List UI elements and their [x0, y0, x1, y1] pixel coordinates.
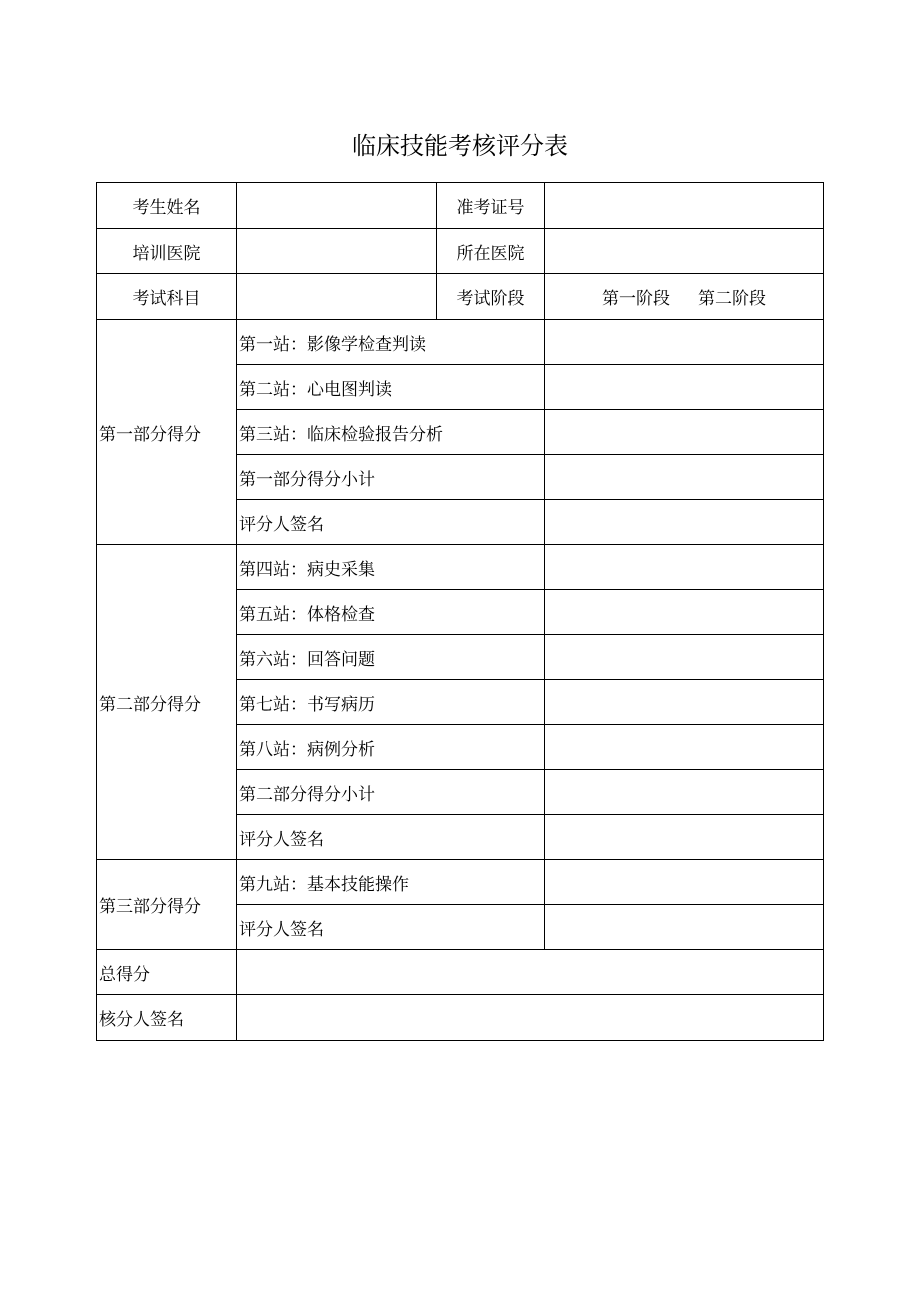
part1-score-field[interactable] [545, 365, 824, 410]
part1-score-field[interactable] [545, 410, 824, 455]
part2-item-label: 第六站：回答问题 [237, 635, 545, 680]
total-label: 总得分 [97, 950, 237, 995]
part1-subtotal-field[interactable] [545, 455, 824, 500]
table-row [97, 950, 824, 995]
part2-score-field[interactable] [545, 545, 824, 590]
part1-item-label: 第二站：心电图判读 [237, 365, 545, 410]
stage-option-2[interactable]: 第二阶段 [698, 289, 766, 309]
part3-item-label: 第九站：基本技能操作 [237, 860, 545, 905]
part2-item-label: 第八站：病例分析 [237, 725, 545, 770]
part1-subtotal-label: 第一部分得分小计 [237, 455, 545, 500]
part2-item-label: 第七站：书写病历 [237, 680, 545, 725]
part2-score-field[interactable] [545, 680, 824, 725]
current-hospital-label: 所在医院 [437, 229, 545, 274]
training-hospital-label: 培训医院 [97, 229, 237, 274]
subject-label: 考试科目 [97, 274, 237, 320]
table-row [97, 995, 824, 1041]
stage-options [545, 274, 824, 320]
id-label: 准考证号 [437, 183, 545, 229]
training-hospital-field[interactable] [237, 229, 437, 274]
part3-signature-field[interactable] [545, 905, 824, 950]
stage-option-1[interactable]: 第一阶段 [602, 289, 670, 309]
table-row [97, 183, 824, 229]
checker-signature-field[interactable] [237, 995, 824, 1041]
part1-score-field[interactable] [545, 320, 824, 365]
stage-label: 考试阶段 [437, 274, 545, 320]
page-title: 临床技能考核评分表 [352, 132, 568, 160]
table-row [97, 545, 824, 590]
part1-item-label: 第一站：影像学检查判读 [237, 320, 545, 365]
part2-label: 第二部分得分 [97, 545, 237, 860]
part3-label: 第三部分得分 [97, 860, 237, 950]
part3-score-field[interactable] [545, 860, 824, 905]
part1-item-label: 第三站：临床检验报告分析 [237, 410, 545, 455]
part3-signature-label: 评分人签名 [237, 905, 545, 950]
table-row [97, 860, 824, 905]
part2-score-field[interactable] [545, 725, 824, 770]
part2-subtotal-field[interactable] [545, 770, 824, 815]
part2-item-label: 第五站：体格检查 [237, 590, 545, 635]
part1-label: 第一部分得分 [97, 320, 237, 545]
total-field[interactable] [237, 950, 824, 995]
name-label: 考生姓名 [97, 183, 237, 229]
score-table [96, 182, 824, 1041]
subject-field[interactable] [237, 274, 437, 320]
part2-subtotal-label: 第二部分得分小计 [237, 770, 545, 815]
id-field[interactable] [545, 183, 824, 229]
part1-signature-label: 评分人签名 [237, 500, 545, 545]
name-field[interactable] [237, 183, 437, 229]
checker-label: 核分人签名 [97, 995, 237, 1041]
table-row [97, 274, 824, 320]
table-row [97, 229, 824, 274]
part1-signature-field[interactable] [545, 500, 824, 545]
part2-score-field[interactable] [545, 590, 824, 635]
part2-score-field[interactable] [545, 635, 824, 680]
current-hospital-field[interactable] [545, 229, 824, 274]
part2-signature-label: 评分人签名 [237, 815, 545, 860]
part2-signature-field[interactable] [545, 815, 824, 860]
table-row [97, 320, 824, 365]
part2-item-label: 第四站：病史采集 [237, 545, 545, 590]
